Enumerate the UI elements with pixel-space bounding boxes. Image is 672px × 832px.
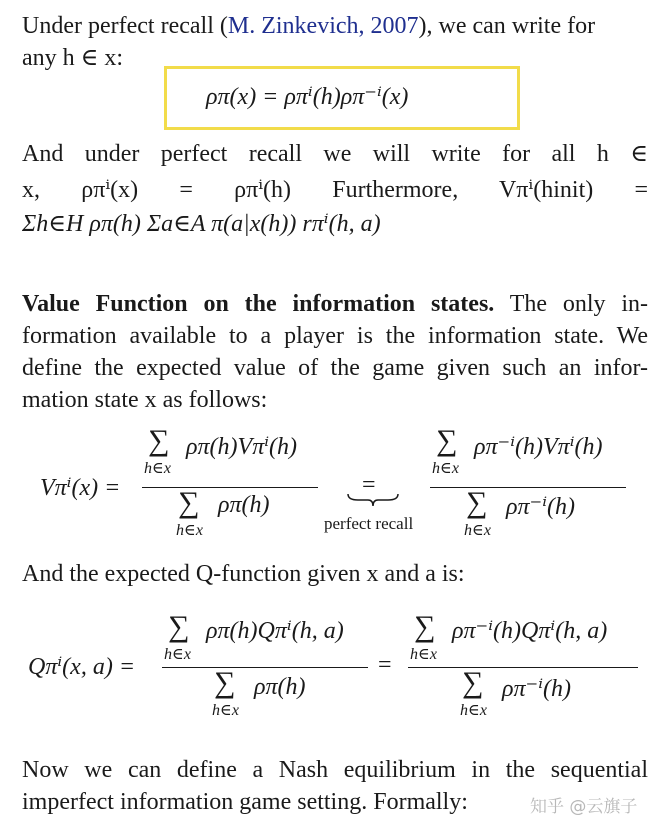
equation-q-lhs: Qπⁱ(x, a) = [28,654,136,680]
text-run: Under perfect recall ( [22,13,228,39]
paragraph-3-line-3: define the expected value of the game given such an infor- [22,355,648,381]
fraction-bar [142,487,318,488]
fraction-bar [162,667,368,668]
sum-subscript: h∈x [432,460,459,477]
paragraph-2-line-3: Σh∈H ρπ(h) Σa∈A π(a|x(h)) rπⁱ(h, a) [22,211,381,237]
paragraph-2-line-2: x, ρπⁱ(x) = ρπⁱ(h) Furthermore, Vπⁱ(hinit) = [22,177,648,203]
section-heading: Value Function on the information states. [22,291,495,317]
paragraph-5-line-1: Now we can define a Nash equilibrium in the sequential [22,757,648,783]
equation-v-denominator-2: ρπ⁻ⁱ(h) [506,494,576,520]
sum-symbol: ∑ [148,424,170,457]
equation-perfect-recall: ρπ(x) = ρπⁱ(h)ρπ⁻ⁱ(x) [206,84,409,110]
sum-subscript: h∈x [460,702,487,719]
equals-sign: = [362,472,376,498]
sum-symbol: ∑ [414,610,436,643]
sum-subscript: h∈x [144,460,171,477]
fraction-bar [408,667,638,668]
paragraph-3-line-1 [22,290,648,318]
paragraph-3-line-4: mation state x as follows: [22,387,268,413]
paragraph-4: And the expected Q-function given x and a is: [22,561,465,587]
equals-sign: = [378,652,392,678]
sum-symbol: ∑ [466,486,488,519]
equation-v-numerator-1: ρπ(h)Vπⁱ(h) [186,434,298,460]
sum-subscript: h∈x [164,646,191,663]
paragraph-3-line-2: formation available to a player is the information state. We [22,323,648,349]
fraction-bar [430,487,626,488]
sum-subscript: h∈x [464,522,491,539]
paragraph-1-line-2: any h ∈ x: [22,45,124,71]
sum-symbol: ∑ [436,424,458,457]
citation-link[interactable]: M. Zinkevich, 2007 [227,13,419,39]
watermark: 知乎 @云旗子 [530,797,638,817]
sum-subscript: h∈x [212,702,239,719]
sum-symbol: ∑ [178,486,200,519]
paragraph-1-line-1 [22,12,595,40]
perfect-recall-label: perfect recall [324,514,414,533]
equation-q-denominator-1: ρπ(h) [254,674,306,700]
sum-subscript: h∈x [410,646,437,663]
sum-symbol: ∑ [462,666,484,699]
paragraph-2-line-1: And under perfect recall we will write for all h ∈ [22,141,648,167]
equation-q-denominator-2: ρπ⁻ⁱ(h) [502,676,572,702]
equation-v-numerator-2: ρπ⁻ⁱ(h)Vπⁱ(h) [474,434,603,460]
sum-subscript: h∈x [176,522,203,539]
paragraph-5-line-2: imperfect information game setting. Formally: [22,789,468,815]
equation-v-lhs: Vπⁱ(x) = [40,475,121,501]
equation-q-numerator-2: ρπ⁻ⁱ(h)Qπⁱ(h, a) [452,618,608,644]
text-run: ), we can write for [418,13,596,39]
sum-symbol: ∑ [168,610,190,643]
underbrace [346,492,400,508]
equation-v-denominator-1: ρπ(h) [218,492,270,518]
sum-symbol: ∑ [214,666,236,699]
equation-q-numerator-1: ρπ(h)Qπⁱ(h, a) [206,618,344,644]
text-run: The only in- [509,291,648,317]
